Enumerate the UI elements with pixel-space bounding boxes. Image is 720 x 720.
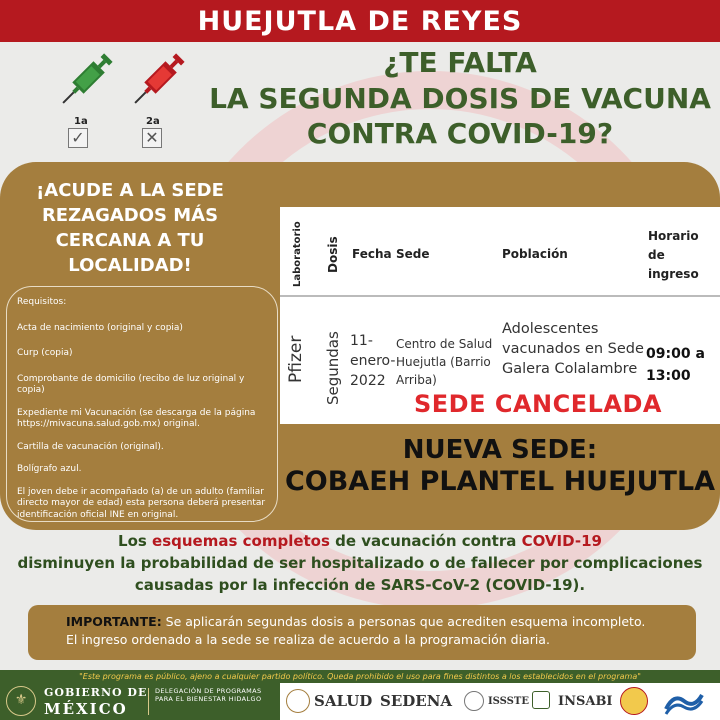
issste-logo: ISSSTE <box>488 696 529 707</box>
salud-emblem-icon <box>286 689 310 713</box>
message-line3: causadas por la infección de SARS-CoV-2 (COVID-19). <box>134 576 586 594</box>
cell-poblacion: Adolescentes vacunados en Sede Galera Colalambre <box>502 321 644 377</box>
second-dose-label: 2a <box>146 116 160 127</box>
header-fecha: Fecha <box>352 247 392 261</box>
green-syringe-icon <box>50 46 120 116</box>
imss-emblem-icon <box>532 691 550 709</box>
requirement-item: El joven debe ir acompañado (a) de un adulto (familiar directo mayor de edad) esta persona deberá presentar identificación oficial INE en original. <box>17 486 266 520</box>
first-dose-label: 1a <box>74 116 88 127</box>
red-syringe-icon <box>122 46 192 116</box>
sedena-logo: SEDENA <box>380 692 453 710</box>
salud-logo: SALUD <box>314 692 373 710</box>
headline-line3: CONTRA COVID-19? <box>306 117 614 150</box>
hidalgo-shield-icon <box>620 687 648 715</box>
message-text: de vacunación contra <box>329 532 522 550</box>
cell-horario: 09:00 a 13:00 <box>646 346 705 384</box>
blue-wave-logo-icon <box>664 689 704 715</box>
message-line2: disminuyen la probabilidad de ser hospitalizado o de fallecer por complicaciones <box>17 554 703 572</box>
acude-line3: CERCANA A TU <box>55 230 205 251</box>
cell-sede: Centro de Salud Huejutla (Barrio Arriba) <box>396 337 493 387</box>
message-highlight: esquemas completos <box>152 532 330 550</box>
gobierno-logo <box>0 683 280 720</box>
gob-line2: MÉXICO <box>44 700 128 718</box>
header-title: HUEJUTLA DE REYES <box>0 0 720 42</box>
important-text: Se aplicarán segundas dosis a personas que acrediten esquema incompleto. <box>161 614 646 629</box>
cancelled-site-label: SEDE CANCELADA <box>414 390 662 418</box>
acude-line1: ¡ACUDE A LA SEDE <box>36 180 224 201</box>
gob-line1: GOBIERNO DE <box>44 686 148 699</box>
message-highlight: COVID-19 <box>521 532 602 550</box>
cell-fecha: 11-enero-2022 <box>350 333 396 389</box>
important-box <box>28 605 696 660</box>
acude-line2: REZAGADOS MÁS <box>41 205 219 226</box>
headline-line2: LA SEGUNDA DOSIS DE VACUNA <box>209 82 711 115</box>
requirement-item: Cartilla de vacunación (original). <box>17 441 164 452</box>
header-horario: Horario de ingreso <box>648 229 699 281</box>
first-dose-check-icon: ✓ <box>68 128 88 148</box>
disclaimer: "Este programa es público, ajeno a cualquier partido político. Queda prohibido el uso para fines distintos a los establecidos en el programa" <box>0 670 720 683</box>
second-dose-x-icon: ✕ <box>142 128 162 148</box>
requirement-item: Comprobante de domicilio (recibo de luz original y copia) <box>17 373 245 395</box>
header-dosis: Dosis <box>326 236 340 273</box>
insabi-logo: INSABI <box>558 694 613 709</box>
requirement-item: Acta de nacimiento (original y copia) <box>17 322 183 333</box>
new-site-name: COBAEH PLANTEL HUEJUTLA <box>284 466 716 497</box>
important-label: IMPORTANTE: <box>66 614 162 629</box>
vaccination-message <box>0 530 720 596</box>
requirement-item: Expediente mi Vacunación (se descarga de la página https://mivacuna.salud.gob.mx) original. <box>17 407 256 429</box>
eagle-seal-icon: ⚜ <box>6 686 36 716</box>
requirements-box <box>6 286 278 522</box>
requirement-item: Bolígrafo azul. <box>17 464 82 474</box>
acude-heading <box>20 178 240 278</box>
issste-emblem-icon <box>464 691 484 711</box>
message-text: Los <box>118 532 153 550</box>
cell-dosis: Segundas <box>324 331 342 405</box>
headline-line1: ¿TE FALTA <box>383 46 537 79</box>
requirements-title: Requisitos: <box>17 297 67 307</box>
header-sede: Sede <box>396 247 430 261</box>
header-laboratorio: Laboratorio <box>292 221 303 287</box>
requirement-item: Curp (copia) <box>17 348 73 358</box>
header-poblacion: Población <box>502 247 568 261</box>
new-site <box>280 434 720 498</box>
divider <box>148 688 149 715</box>
important-text: El ingreso ordenado a la sede se realiza de acuerdo a la programación diaria. <box>66 632 550 647</box>
cell-laboratorio: Pfizer <box>286 335 306 383</box>
delegacion-text: DELEGACIÓN DE PROGRAMAS PARA EL BIENESTAR HIDALGO <box>155 687 262 703</box>
acude-line4: LOCALIDAD! <box>68 255 192 276</box>
table-divider <box>280 295 720 297</box>
new-site-heading: NUEVA SEDE: <box>402 435 598 465</box>
footer-logos <box>0 683 720 720</box>
